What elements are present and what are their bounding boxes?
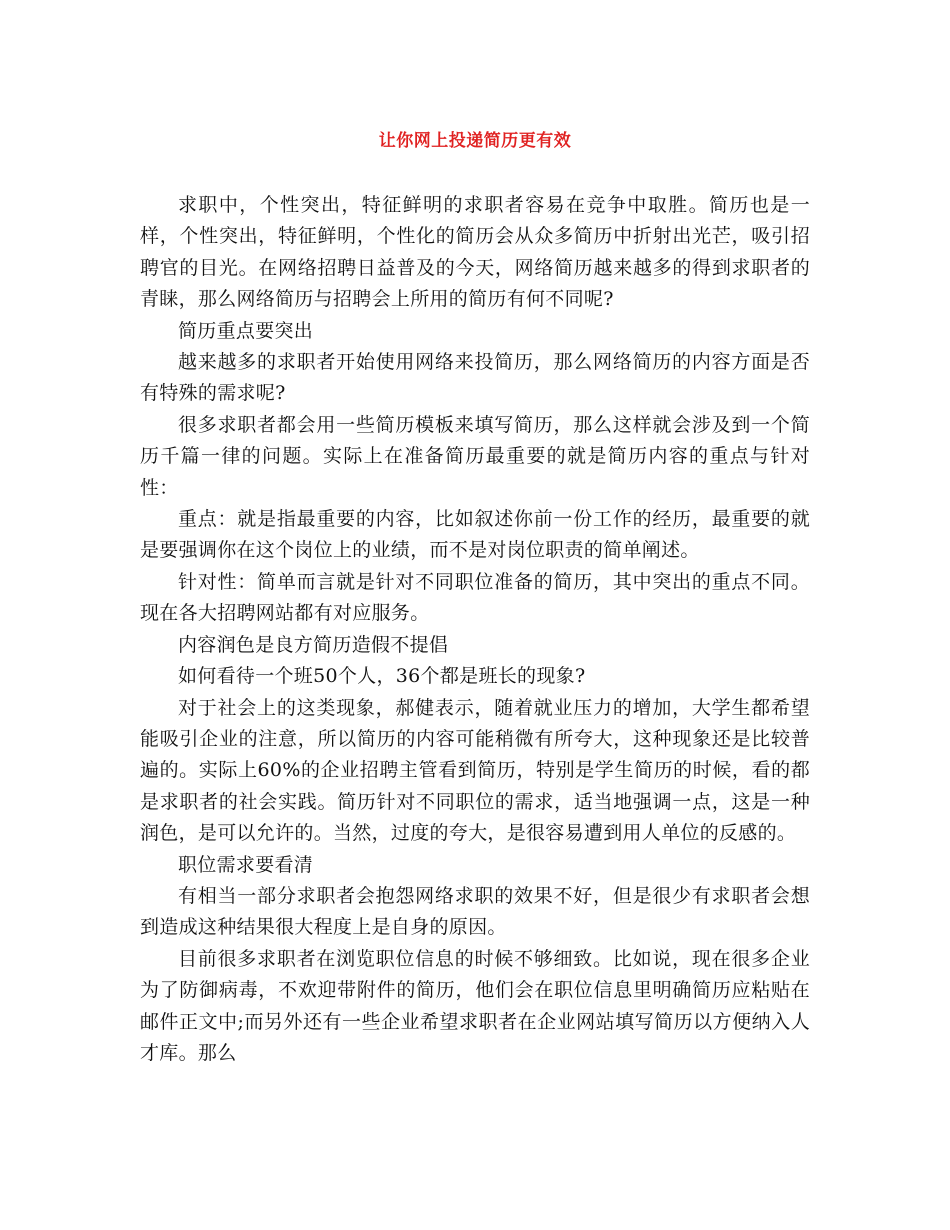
section-heading: 内容润色是良方简历造假不提倡 [178,633,449,656]
paragraph: 针对性：简单而言就是针对不同职位准备的简历，其中突出的重点不同。现在各大招聘网站都有对应服务。 [140,570,810,625]
paragraph: 越来越多的求职者开始使用网络来投简历，那么网络简历的内容方面是否有特殊的需求呢? [140,351,810,405]
paragraph: 如何看待一个班50个人，36个都是班长的现象? [178,665,586,688]
paragraph: 有相当一部分求职者会抱怨网络求职的效果不好，但是很少有求职者会想到造成这种结果很大程度上是自身的原因。 [140,884,810,939]
paragraph: 很多求职者都会用一些简历模板来填写简历，那么这样就会涉及到一个简历千篇一律的问题。实际上在准备简历最重要的就是简历内容的重点与针对性： [140,413,810,499]
paragraph: 重点：就是指最重要的内容，比如叙述你前一份工作的经历，最重要的就是要强调你在这个岗位上的业绩，而不是对岗位职责的简单阐述。 [140,508,810,562]
paragraph: 对于社会上的这类现象，郝健表示，随着就业压力的增加，大学生都希望能吸引企业的注意，所以简历的内容可能稍微有所夸大，这种现象还是比较普遍的。实际上60%的企业招聘主管看到简历，特别是学生简历的时候，看的都是求职者的社会实践。简历针对不同职位的需求，适当地强调一点，这是一种润色，是可以允许的。当然，过度的夸大，是很容易遭到用人单位的反感的。 [140,696,810,845]
paragraph-intro: 求职中，个性突出，特征鲜明的求职者容易在竞争中取胜。简历也是一样，个性突出，特征鲜明，个性化的简历会从众多简历中折射出光芒，吸引招聘官的目光。在网络招聘日益普及的今天，网络简历越来越多的得到求职者的青睐，那么网络简历与招聘会上所用的简历有何不同呢? [140,194,810,311]
section-heading: 简历重点要突出 [178,319,314,342]
document-body [140,190,810,1069]
paragraph: 目前很多求职者在浏览职位信息的时候不够细致。比如说，现在很多企业为了防御病毒，不欢迎带附件的简历，他们会在职位信息里明确简历应粘贴在邮件正文中;而另外还有一些企业希望求职者在企业网站填写简历以方便纳入人才库。那么 [140,947,810,1064]
document-title: 让你网上投递简历更有效 [378,131,572,151]
section-heading: 职位需求要看清 [178,853,314,876]
